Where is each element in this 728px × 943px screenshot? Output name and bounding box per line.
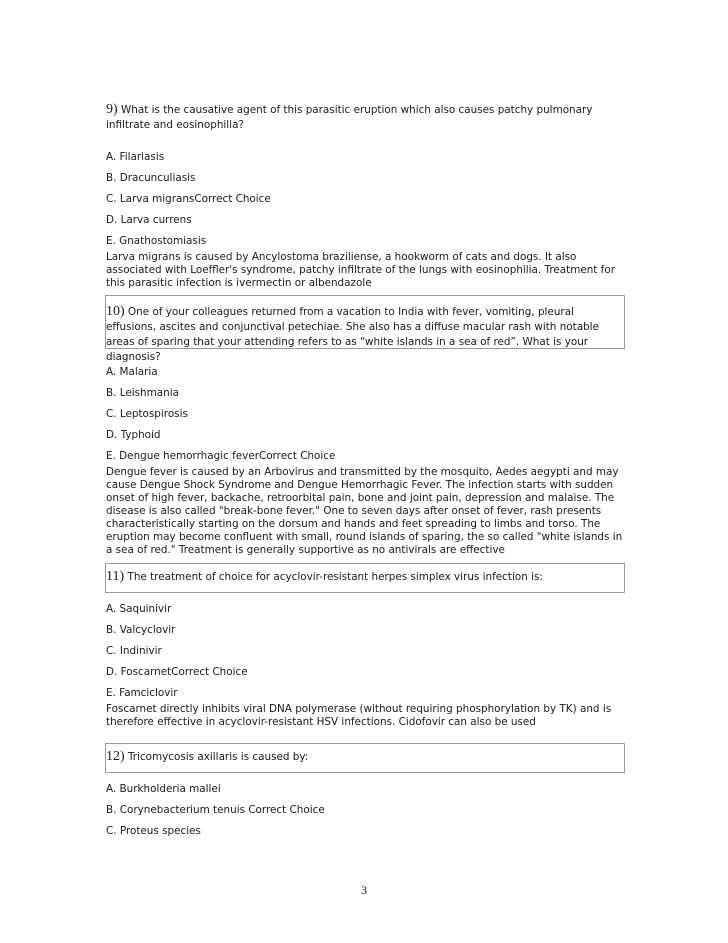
explanation: Foscarnet directly inhibits viral DNA polymerase (without requiring phosphorylation by TK) and is therefore effective in acyclovir-resistant HSV infections. Cidofovir can also be used [106, 703, 612, 728]
option-a: A. Burkholderia mallei [106, 783, 221, 795]
question-text: What is the causative agent of this parasitic eruption which also causes patchy pulmonary infiltrate and eosinophilia? [106, 104, 593, 131]
question-number: 10) [106, 304, 125, 319]
option-c: C. Leptospirosis [106, 408, 188, 420]
option-c: C. Proteus species [106, 825, 201, 837]
question-text: Tricomycosis axillaris is caused by: [127, 751, 309, 763]
option-d: D. Typhoid [106, 429, 161, 441]
explanation: Larva migrans is caused by Ancylostoma braziliense, a hookworm of cats and dogs. It also associated with Loeffler's syndrome, patchy infiltrate of the lungs with eosinophilia. Treatment for this parasitic infection is ivermectin or albendazole [106, 251, 615, 289]
option-b: B. Valcyclovir [106, 624, 176, 636]
option-b: B. Corynebacterium tenuis Correct Choice [106, 804, 325, 816]
question-9 [106, 102, 626, 133]
explanation: Dengue fever is caused by an Arbovirus and transmitted by the mosquito, Aedes aegypti and may cause Dengue Shock Syndrome and Dengue Hemorrhagic Fever. The infection starts with sudden onset of high fever, backache, retroorbital pain, bone and joint pain, depression and malaise. The disease is also called "break-bone fever." One to seven days after onset of fever, rash presents characteristically starting on the dorsum and hands and feet spreading to limbs and torso. The eruption may become confluent with small, round islands of sparing, the so called "white islands in a sea of red." Treatment is generally supportive as no antivirals are effective [106, 466, 623, 556]
question-10 [106, 304, 626, 365]
option-d: D. Larva currens [106, 214, 192, 226]
option-d: D. FoscarnetCorrect Choice [106, 666, 248, 678]
question-number: 11) [106, 569, 125, 584]
option-e: E. Famciclovir [106, 687, 178, 699]
option-b: B. Dracunculiasis [106, 172, 196, 184]
option-a: A. Malaria [106, 366, 158, 378]
question-12 [106, 749, 626, 765]
question-11 [106, 569, 626, 585]
option-c: C. Indinivir [106, 645, 162, 657]
question-text: One of your colleagues returned from a vacation to India with fever, vomiting, pleural effusions, ascites and conjunctival petechiae. She also has a diffuse macular rash with notable areas of sparing that your attending refers to as “white islands in a sea of red”. What is your diagnosis? [106, 306, 599, 363]
question-text: The treatment of choice for acyclovir-resistant herpes simplex virus infection is: [127, 571, 543, 583]
page-number: 3 [361, 883, 367, 897]
option-c: C. Larva migransCorrect Choice [106, 193, 271, 205]
question-number: 9) [106, 102, 118, 117]
question-number: 12) [106, 749, 125, 764]
option-e: E. Gnathostomiasis [106, 235, 207, 247]
option-e: E. Dengue hemorrhagic feverCorrect Choice [106, 450, 336, 462]
option-a: A. Saquinivir [106, 603, 172, 615]
option-b: B. Leishmania [106, 387, 179, 399]
option-a: A. Filariasis [106, 151, 165, 163]
